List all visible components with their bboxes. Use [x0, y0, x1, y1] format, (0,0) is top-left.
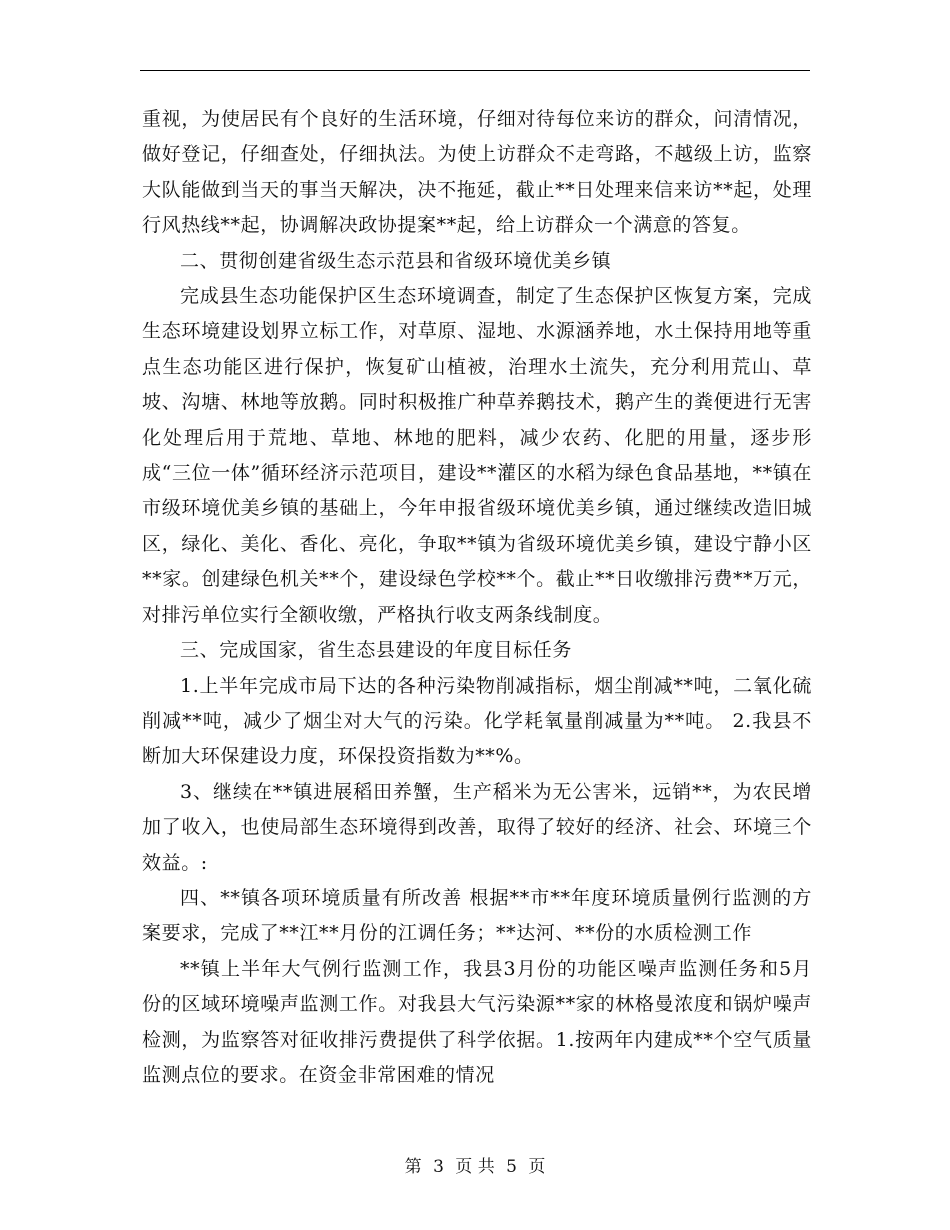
footer-total-pages: 5: [506, 1157, 517, 1177]
document-body: [142, 102, 812, 1093]
paragraph-crab-farming: 3、继续在**镇进展稻田养蟹，生产稻米为无公害米，远销**，为农民增加了收入，也使局部生态环境得到改善，取得了较好的经济、社会、环境三个效益。:: [142, 780, 812, 874]
paragraph-targets: 1.上半年完成市局下达的各种污染物削减指标，烟尘削减**吨，二氧化硫削减**吨，减少了烟尘对大气的污染。化学耗氧量削减量为**吨。 2.我县不断加大环保建设力度，环保投资指数为**%。: [142, 674, 812, 768]
footer-prefix: 第: [404, 1157, 422, 1177]
page-footer: [0, 1152, 950, 1177]
footer-suffix: 页: [528, 1157, 546, 1177]
section-heading-2: 二、贯彻创建省级生态示范县和省级环境优美乡镇: [180, 249, 612, 272]
paragraph-monitoring: **镇上半年大气例行监测工作，我县3月份的功能区噪声监测任务和5月份的区域环境噪声监测工作。对我县大气污染源**家的林格曼浓度和锅炉噪声检测，为监察答对征收排污费提供了科学依据。1.按两年内建成**个空气质量监测点位的要求。在资金非常困难的情况: [142, 957, 812, 1086]
footer-page-number: 3: [433, 1157, 444, 1177]
paragraph-ecology: 完成县生态功能保护区生态环境调查，制定了生态保护区恢复方案，完成生态环境建设划界立标工作，对草原、湿地、水源涵养地，水土保持用地等重点生态功能区进行保护，恢复矿山植被，治理水土流失，充分利用荒山、草坡、沟塘、林地等放鹅。同时积极推广种草养鹅技术，鹅产生的粪便进行无害化处理后用于荒地、草地、林地的肥料，减少农药、化肥的用量，逐步形成“三位一体”循环经济示范项目，建设**灌区的水稻为绿色食品基地，**镇在市级环境优美乡镇的基础上，今年申报省级环境优美乡镇，通过继续改造旧城区，绿化、美化、香化、亮化，争取**镇为省级环境优美乡镇，建设宁静小区**家。创建绿色机关**个，建设绿色学校**个。截止**日收缴排污费**万元，对排污单位实行全额收缴，严格执行收支两条线制度。: [142, 285, 812, 626]
footer-middle: 页 共: [455, 1157, 495, 1177]
header-rule: [140, 70, 810, 71]
section-heading-4: 四、**镇各项环境质量有所改善 根据**市**年度环境质量例行监测的方案要求，完成了**江**月份的江调任务；**达河、**份的水质检测工作: [142, 886, 812, 945]
paragraph-continuation: 重视，为使居民有个良好的生活环境，仔细对待每位来访的群众，问清情况，做好登记，仔细查处，仔细执法。为使上访群众不走弯路，不越级上访，监察大队能做到当天的事当天解决，决不拖延，截止**日处理来信来访**起，处理行风热线**起，协调解决政协提案**起，给上访群众一个满意的答复。: [142, 108, 812, 237]
section-heading-3: 三、完成国家，省生态县建设的年度目标任务: [180, 639, 573, 662]
